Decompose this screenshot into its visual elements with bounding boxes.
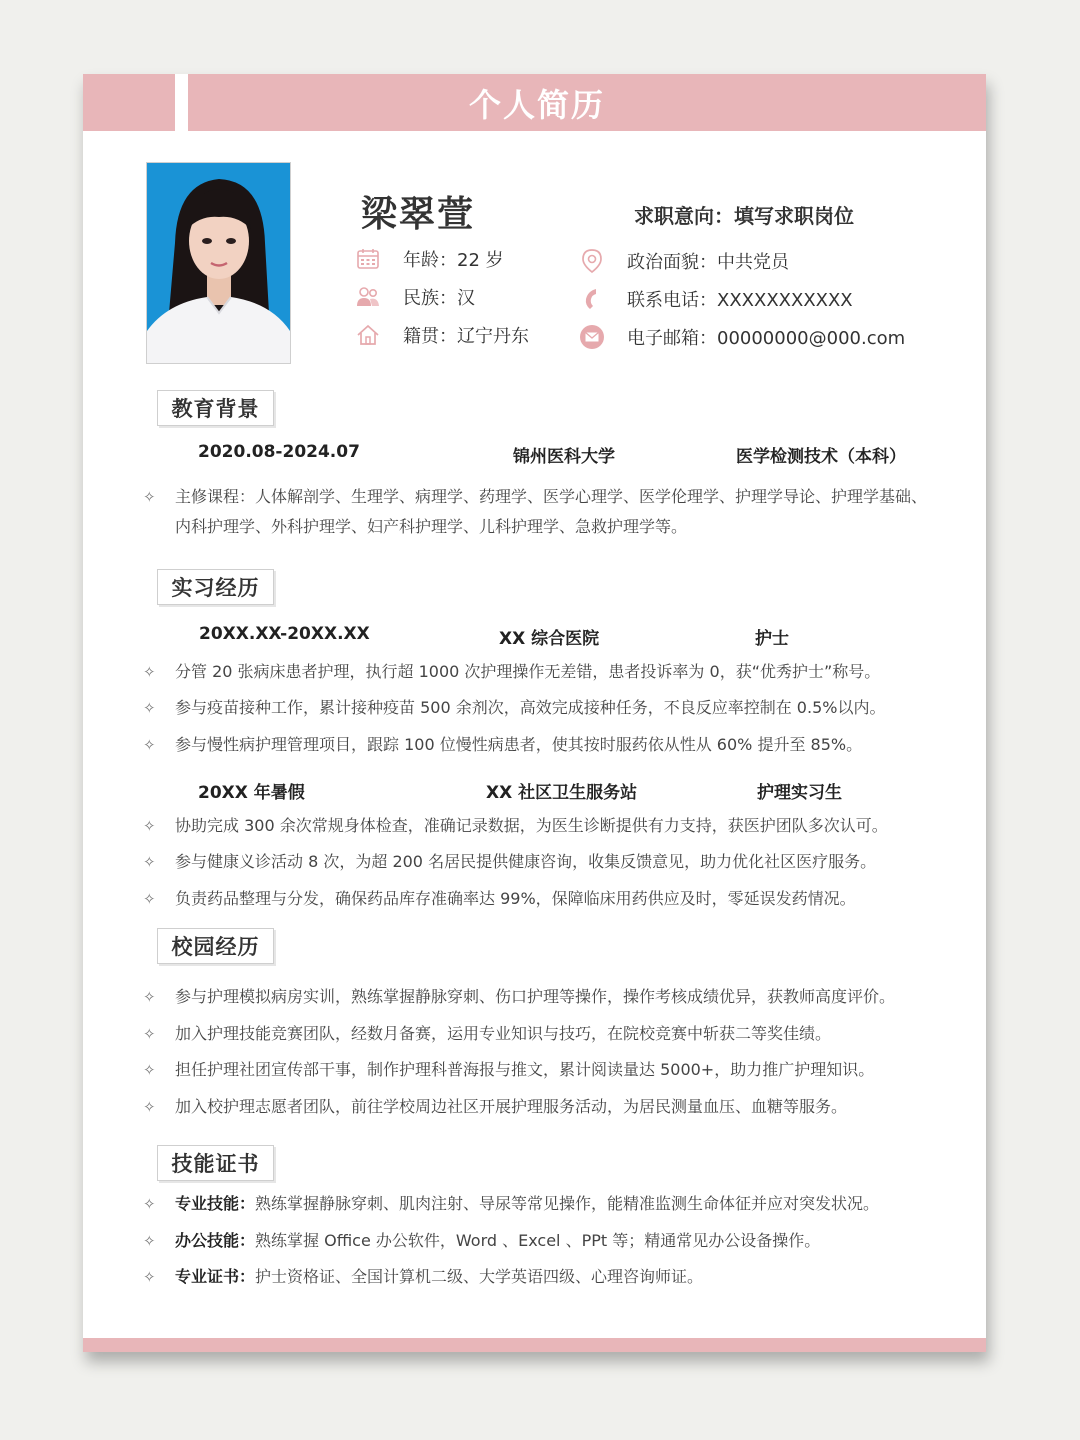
page-title: 个人简历: [468, 85, 605, 124]
sparkle-bullet-icon: ✧: [143, 988, 156, 1006]
candidate-name: 梁翠萱: [361, 194, 476, 235]
list-item-text: 参与慢性病护理管理项目，跟踪 100 位慢性病患者，使其按时服药依从性从 60% 提升至 85%。: [175, 735, 863, 754]
phone-icon: [579, 286, 605, 312]
list-item: [143, 847, 943, 877]
hometown-text: 籍贯：辽宁丹东: [403, 326, 529, 347]
info-age: [355, 246, 504, 272]
location-pin-icon: [579, 248, 605, 274]
list-item: [143, 1189, 943, 1219]
list-item-text: 分管 20 张病床患者护理，执行超 1000 次护理操作无差错，患者投诉率为 0，获“优秀护士”称号。: [175, 662, 881, 681]
section-title-education: 教育背景: [157, 390, 274, 426]
courses-text: 主修课程：人体解剖学、生理学、病理学、药理学、医学心理学、医学伦理学、护理学导论、护理学基础、内科护理学、外科护理学、妇产科护理学、儿科护理学、急救护理学等。: [175, 487, 928, 536]
list-item-text: 参与护理模拟病房实训，熟练掌握静脉穿刺、伤口护理等操作，操作考核成绩优异，获教师高度评价。: [175, 987, 896, 1006]
header-bar: [188, 74, 986, 131]
header-accent-block: [83, 74, 175, 131]
resume-page: [83, 74, 986, 1352]
job-org: XX 综合医院: [499, 629, 600, 649]
list-item-text: 担任护理社团宣传部干事，制作护理科普海报与推文，累计阅读量达 5000+，助力推广护理知识。: [175, 1060, 875, 1079]
list-item: [143, 884, 943, 914]
sparkle-bullet-icon: ✧: [143, 890, 156, 908]
list-item: [143, 1262, 943, 1292]
sparkle-bullet-icon: ✧: [143, 853, 156, 871]
sparkle-bullet-icon: ✧: [143, 1061, 156, 1079]
home-icon: [355, 322, 381, 348]
list-item: [143, 811, 943, 841]
list-item-text: 参与疫苗接种工作，累计接种疫苗 500 余剂次，高效完成接种任务，不良反应率控制在 0.5%以内。: [175, 698, 886, 717]
section-title-skills: 技能证书: [157, 1145, 274, 1181]
education-school: 锦州医科大学: [513, 447, 615, 467]
politics-text: 政治面貌：中共党员: [627, 252, 789, 273]
education-period: 2020.08-2024.07: [198, 442, 360, 462]
info-email: [579, 324, 905, 350]
section-title-internship: 实习经历: [157, 569, 274, 605]
skill-text: 熟练掌握 Office 办公软件，Word 、Excel 、PPt 等；精通常见办公设备操作。: [255, 1231, 821, 1250]
list-item: [143, 1226, 943, 1256]
email-icon: [579, 324, 605, 350]
list-item-text: 加入护理技能竞赛团队，经数月备赛，运用专业知识与技巧，在院校竞赛中斩获二等奖佳绩。: [175, 1024, 832, 1043]
skill-text: 护士资格证、全国计算机二级、大学英语四级、心理咨询师证。: [255, 1267, 704, 1286]
phone-text: 联系电话：XXXXXXXXXXX: [627, 290, 853, 311]
list-item: [143, 1055, 943, 1085]
job-period: 20XX 年暑假: [198, 783, 305, 803]
sparkle-bullet-icon: ✧: [143, 663, 156, 681]
section-title-campus: 校园经历: [157, 928, 274, 964]
info-phone: [579, 286, 853, 312]
people-icon: [355, 284, 381, 310]
list-item: [143, 1092, 943, 1122]
profile-photo: [146, 162, 291, 364]
sparkle-bullet-icon: ✧: [143, 1025, 156, 1043]
sparkle-bullet-icon: ✧: [143, 736, 156, 754]
list-item: [143, 657, 943, 687]
education-major: 医学检测技术（本科）: [736, 447, 906, 467]
list-item-text: 参与健康义诊活动 8 次，为超 200 名居民提供健康咨询，收集反馈意见，助力优化社区医疗服务。: [175, 852, 877, 871]
list-item: [143, 730, 943, 760]
list-item: [143, 693, 943, 723]
job-role: 护理实习生: [757, 783, 842, 803]
list-item-text: 加入校护理志愿者团队，前往学校周边社区开展护理服务活动，为居民测量血压、血糖等服务。: [175, 1097, 848, 1116]
skill-label: 专业证书：: [175, 1267, 256, 1286]
sparkle-bullet-icon: ✧: [143, 1195, 156, 1213]
job-period: 20XX.XX-20XX.XX: [199, 624, 370, 644]
job-intent: 求职意向：填写求职岗位: [634, 204, 854, 228]
list-item: [143, 1019, 943, 1049]
list-item-text: 负责药品整理与分发，确保药品库存准确率达 99%，保障临床用药供应及时，零延误发药情况。: [175, 889, 856, 908]
age-text: 年龄：22 岁: [403, 250, 504, 271]
skill-text: 熟练掌握静脉穿刺、肌肉注射、导尿等常见操作，能精准监测生命体征并应对突发状况。: [255, 1194, 880, 1213]
sparkle-bullet-icon: ✧: [143, 817, 156, 835]
calendar-icon: [355, 246, 381, 272]
info-politics: [579, 248, 789, 274]
skill-label: 专业技能：: [175, 1194, 256, 1213]
list-item: [143, 982, 943, 1012]
email-text: 电子邮箱：00000000@000.com: [627, 328, 906, 349]
info-ethnicity: [355, 284, 475, 310]
sparkle-bullet-icon: ✧: [143, 1268, 156, 1286]
job-org: XX 社区卫生服务站: [486, 783, 638, 803]
skill-label: 办公技能：: [175, 1231, 256, 1250]
sparkle-bullet-icon: ✧: [143, 488, 156, 506]
footer-bar: [83, 1338, 986, 1352]
list-item-text: 协助完成 300 余次常规身体检查，准确记录数据，为医生诊断提供有力支持，获医护团队多次认可。: [175, 816, 888, 835]
sparkle-bullet-icon: ✧: [143, 1098, 156, 1116]
education-courses: [143, 482, 933, 542]
info-hometown: [355, 322, 529, 348]
sparkle-bullet-icon: ✧: [143, 1232, 156, 1250]
sparkle-bullet-icon: ✧: [143, 699, 156, 717]
job-role: 护士: [755, 629, 789, 649]
ethnicity-text: 民族：汉: [403, 288, 475, 309]
